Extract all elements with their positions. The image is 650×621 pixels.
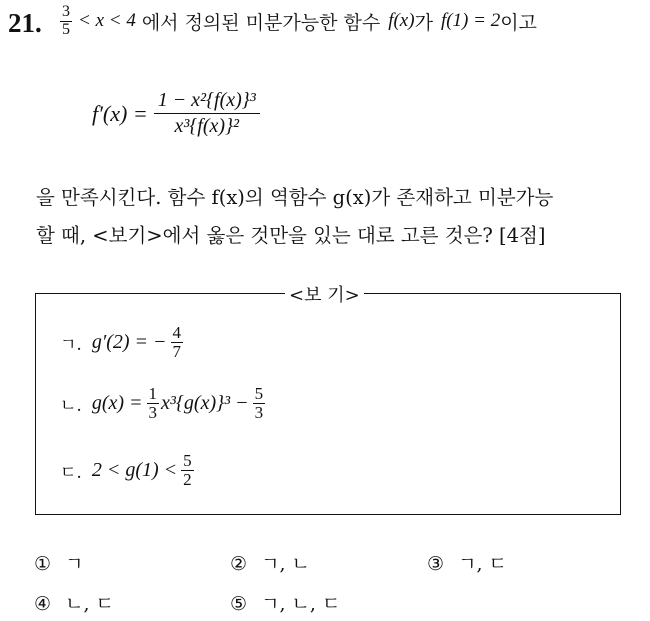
choice-3[interactable] bbox=[427, 549, 507, 576]
choice-4[interactable] bbox=[34, 589, 114, 616]
item-fraction-2 bbox=[253, 385, 266, 422]
choice-mark: ⑤ bbox=[230, 593, 248, 615]
fraction-denominator: 5 bbox=[62, 20, 70, 38]
item-lhs: 2 < g(1) < bbox=[91, 458, 178, 481]
problem-number: 21. bbox=[8, 8, 42, 38]
fraction-numerator: 5 bbox=[254, 384, 264, 403]
item-fraction bbox=[171, 324, 184, 361]
function-fx: f(x) bbox=[388, 10, 415, 32]
body-line-2: 할 때, <보기>에서 옳은 것만을 있는 대로 고른 것은? [4점] bbox=[36, 224, 546, 247]
choice-mark: ① bbox=[34, 553, 52, 575]
fraction-denominator: 2 bbox=[183, 469, 192, 489]
choice-text: ㄴ, ㄷ bbox=[65, 593, 114, 615]
item-middle: x³{g(x)}³ − bbox=[161, 391, 249, 414]
choice-text: ㄱ, ㄴ bbox=[261, 553, 310, 575]
bogi-item-giyeok bbox=[60, 324, 185, 361]
condition-range: < x < 4 bbox=[78, 10, 136, 32]
choice-mark: ④ bbox=[34, 593, 52, 615]
bogi-item-digeut bbox=[60, 452, 196, 489]
derivative-equation bbox=[92, 90, 262, 137]
item-fraction bbox=[147, 385, 160, 422]
item-label: ㄴ. bbox=[60, 395, 82, 416]
fraction-numerator: 5 bbox=[183, 451, 192, 470]
initial-condition: f(1) = 2 bbox=[440, 10, 501, 32]
choice-1[interactable] bbox=[34, 549, 83, 576]
choice-mark: ③ bbox=[427, 553, 445, 575]
choice-mark: ② bbox=[230, 553, 248, 575]
choice-text: ㄱ bbox=[65, 553, 84, 575]
condition-fraction bbox=[60, 4, 72, 39]
problem-condition-line bbox=[58, 4, 537, 39]
choice-text: ㄱ, ㄷ bbox=[458, 553, 507, 575]
equation-lhs: f′(x) = bbox=[92, 100, 148, 126]
body-line-1: 을 만족시킨다. 함수 f(x)의 역함수 g(x)가 존재하고 미분가능 bbox=[36, 186, 554, 209]
item-fraction bbox=[181, 452, 194, 489]
item-label: ㄷ. bbox=[60, 462, 82, 483]
fraction-numerator: 1 bbox=[148, 384, 158, 403]
bogi-item-nieun bbox=[60, 385, 267, 422]
fraction-numerator: 4 bbox=[172, 323, 182, 342]
fraction-denominator: 7 bbox=[172, 341, 182, 361]
item-lhs: g′(2) = − bbox=[91, 330, 167, 353]
equation-denominator: x³{f(x)}² bbox=[174, 115, 240, 137]
choice-5[interactable] bbox=[230, 589, 340, 616]
equation-numerator: 1 − x²{f(x)}³ bbox=[154, 90, 260, 114]
item-lhs: g(x) = bbox=[91, 391, 143, 414]
fraction-denominator: 3 bbox=[254, 402, 264, 422]
fraction-numerator: 3 bbox=[62, 3, 70, 20]
fraction-denominator: 3 bbox=[148, 402, 158, 422]
choice-2[interactable] bbox=[230, 549, 310, 576]
equation-fraction bbox=[154, 90, 260, 137]
bogi-title: <보 기> bbox=[285, 281, 364, 307]
choice-text: ㄱ, ㄴ, ㄷ bbox=[261, 593, 341, 615]
condition-text-3: 이고 bbox=[500, 11, 537, 34]
condition-text: 에서 정의된 미분가능한 함수 bbox=[141, 11, 381, 34]
condition-text-2: 가 bbox=[414, 11, 433, 34]
item-label: ㄱ. bbox=[60, 334, 82, 355]
